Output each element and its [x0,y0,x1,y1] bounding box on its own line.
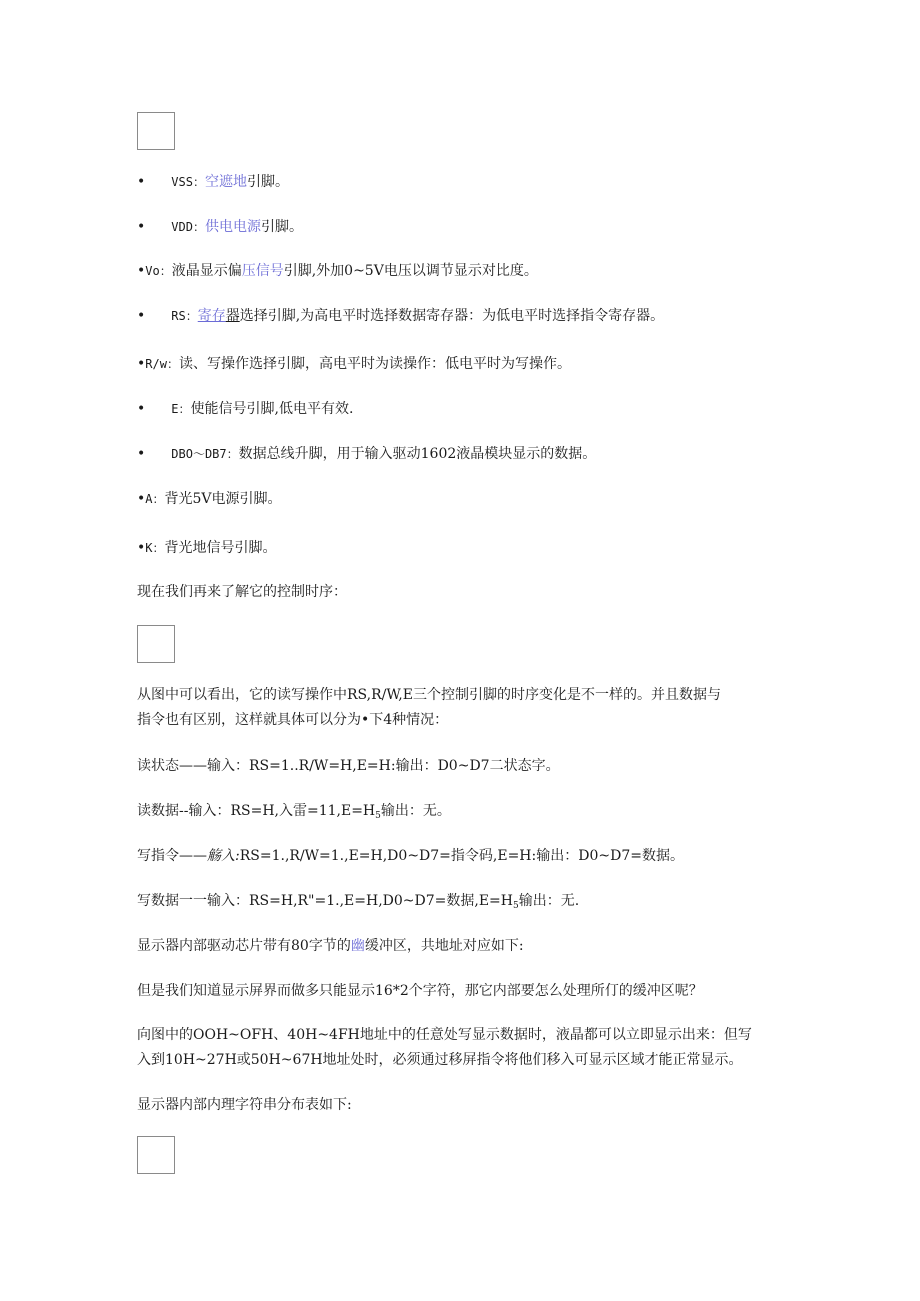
pin-name: K： [145,541,165,555]
bullet: • [137,540,146,556]
pin-name: R/w： [145,357,179,371]
paragraph-screen: 但是我们知道显示屏界而做多只能显示16*2个字符，那它内部要怎么处理所仃的缓冲区呢？ [137,983,703,999]
image-placeholder-timing-diagram [137,625,175,663]
pin-vo [137,261,538,281]
bullet: • [137,263,146,279]
pin-name: E： [171,402,191,416]
pin-k [137,538,277,558]
pin-desc-pre: 液晶显示偏 [171,263,242,279]
pin-name: RS： [171,309,198,323]
pin-name: VDD： [171,220,205,234]
subscript: 5 [375,811,381,821]
pin-name: A： [145,492,165,506]
case-write-data [137,891,579,916]
bullet: • [137,308,146,324]
pin-desc: 引脚。 [246,174,289,190]
paragraph-timing: 现在我们再来了解它的控制时序： [137,584,347,600]
pin-desc: 引脚,外加0~5V电压以调节显示对比度。 [283,263,538,279]
paragraph-table: 显示器内部内理字符串分布表如下: [137,1097,352,1113]
pin-desc: 数据总线升脚，用于输入驱动1602液晶模块显示的数据。 [238,446,597,462]
paragraph-address-1: 向图中的OOH~OFH、40H~4FH地址中的任意处写显示数据时，液晶都可以立即显示出来：但写 [137,1027,752,1043]
pin-rw [137,354,571,374]
pin-rs [137,306,664,326]
link-text[interactable]: 空遮地 [204,174,247,190]
pin-name: Vo： [145,264,172,278]
case-text: 输出：无。 [380,803,451,819]
pin-name: DBO～DB7： [171,447,239,461]
pin-vdd [137,217,303,237]
italic-text: 觞入: [207,848,240,864]
pin-desc: 背光5V电源引脚。 [164,491,282,507]
underlined-text: 器 [225,308,240,324]
paragraph-text: 缓冲区，共地址对应如下: [364,938,524,954]
case-text: 读数据--输入：RS=H,入雷=11,E=H [137,803,376,819]
image-placeholder-char-table [137,1136,175,1174]
bullet: • [137,491,146,507]
link-text[interactable]: 供电电源 [204,219,261,235]
pin-e [137,399,353,419]
paragraph-desc-1: 从图中可以看出，它的读写操作中RS,R∕W,E三个控制引脚的时序变化是不一样的。并且数据与 [137,687,721,703]
case-write-command [137,846,684,866]
pin-desc: 背光地信号引脚。 [164,540,277,556]
paragraph-desc-2: 指令也有区别，这样就具体可以分为•下4种情况： [137,712,449,728]
case-text: RS=1.,R∕W=1.,E=H,D0~D7=指令码,E=H:输出：D0~D7=数据。 [239,848,684,864]
pin-vss [137,172,289,192]
case-text: 输出：无. [518,893,580,909]
link-text[interactable]: 幽 [350,938,365,954]
link-text[interactable]: 寄存 [197,308,226,324]
case-text: 写数据一一输入：RS=H,R"=1.,E=H,D0~D7=数据,E=H [137,893,513,909]
pin-desc: 读、写操作选择引脚，高电平时为读操作：低电平时为写操作。 [178,356,571,372]
bullet: • [137,446,146,462]
pin-desc: 引脚。 [260,219,303,235]
pin-name: VSS： [171,175,205,189]
pin-desc: 选择引脚,为高电平时选择数据寄存器：为低电平时选择指令寄存器。 [239,308,665,324]
bullet: • [137,401,146,417]
paragraph-text: 显示器内部驱动芯片带有80字节的 [137,938,351,954]
link-text[interactable]: 压信号 [241,263,284,279]
pin-a [137,489,282,509]
paragraph-address-2: 入到10H~27H或50H~67H地址处时，必须通过移屏指令将他们移入可显示区域才能正常显示。 [137,1052,743,1068]
bullet: • [137,174,146,190]
case-read-status: 读状态——输入：RS=1..R∕W=H,E=H:输出：D0~D7二状态字。 [137,758,560,774]
case-text: 写指令—— [137,848,207,864]
case-read-data [137,801,451,826]
subscript: 5 [512,901,519,911]
image-placeholder-pin-diagram [137,112,175,150]
paragraph-buffer [137,936,524,956]
bullet: • [137,356,146,372]
bullet: • [137,219,146,235]
pin-desc: 使能信号引脚,低电平有效. [190,401,354,417]
pin-db [137,444,596,464]
